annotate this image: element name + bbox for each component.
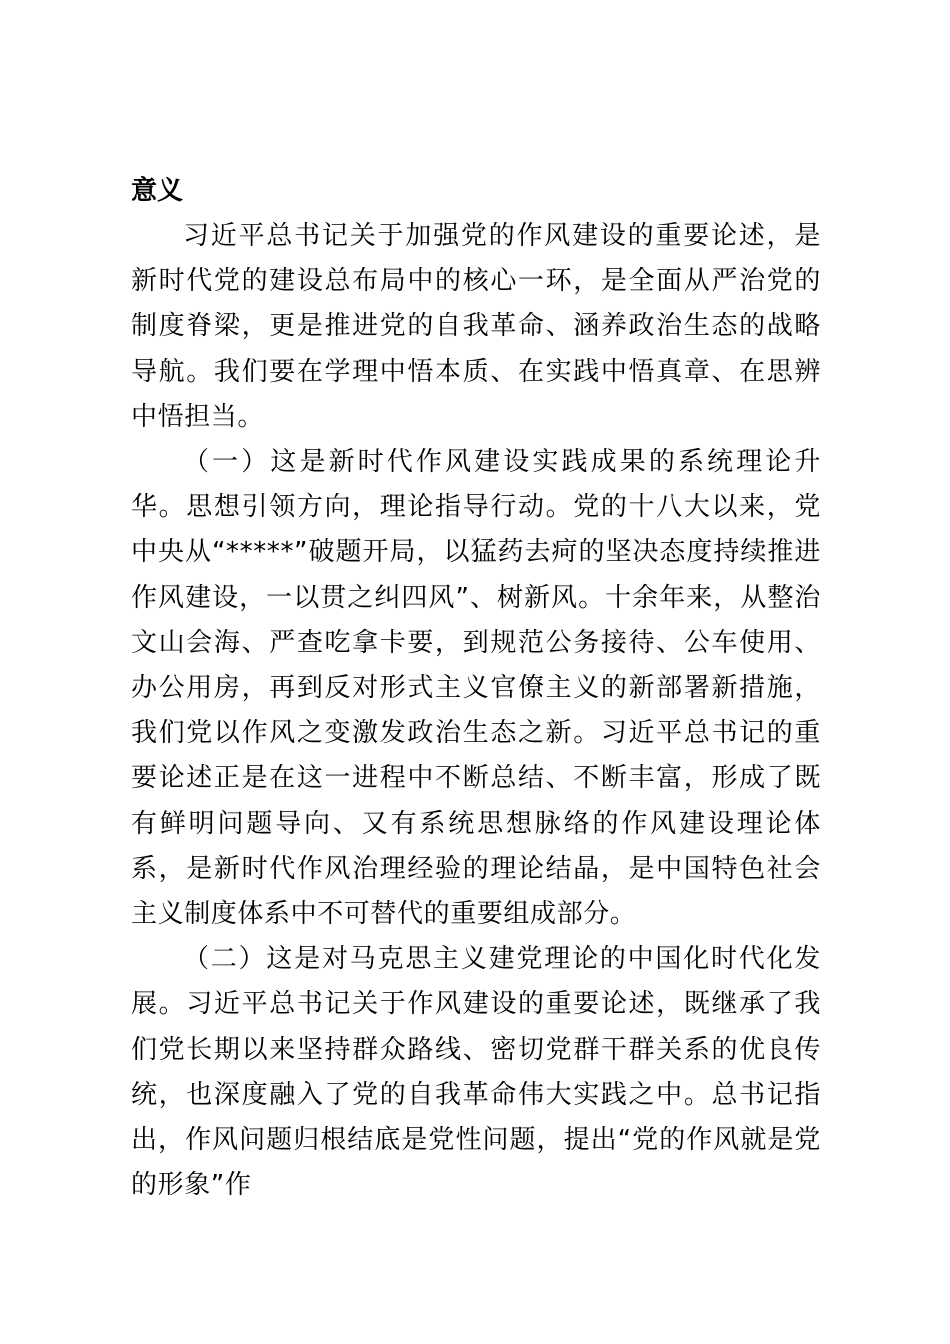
paragraph-point-two: （二）这是对马克思主义建党理论的中国化时代化发展。习近平总书记关于作风建设的重要论述，既继承了我们党长期以来坚持群众路线、密切党群干群关系的优良传统，也深度融入了党的自我革命伟大实践之中。总书记指出，作风问题归根结底是党性问题，提出“党的作风就是党的形象”作 [131,944,821,1201]
section-heading: 意义 [131,176,184,206]
paragraph-intro: 习近平总书记关于加强党的作风建设的重要论述，是新时代党的建设总布局中的核心一环，是全面从严治党的制度脊梁，更是推进党的自我革命、涵养政治生态的战略导航。我们要在学理中悟本质、在实践中悟真章、在思辨中悟担当。 [131,221,821,432]
paragraph-point-one: （一）这是新时代作风建设实践成果的系统理论升华。思想引领方向，理论指导行动。党的十八大以来，党中央从“*****”破题开局，以猛药去疴的坚决态度持续推进作风建设，一以贯之纠四风”、树新风。十余年来，从整治文山会海、严查吃拿卡要，到规范公务接待、公车使用、办公用房，再到反对形式主义官僚主义的新部署新措施，我们党以作风之变激发政治生态之新。习近平总书记的重要论述正是在这一进程中不断总结、不断丰富，形成了既有鲜明问题导向、又有系统思想脉络的作风建设理论体系，是新时代作风治理经验的理论结晶，是中国特色社会主义制度体系中不可替代的重要组成部分。 [131,447,821,930]
document-page [131,168,821,1208]
